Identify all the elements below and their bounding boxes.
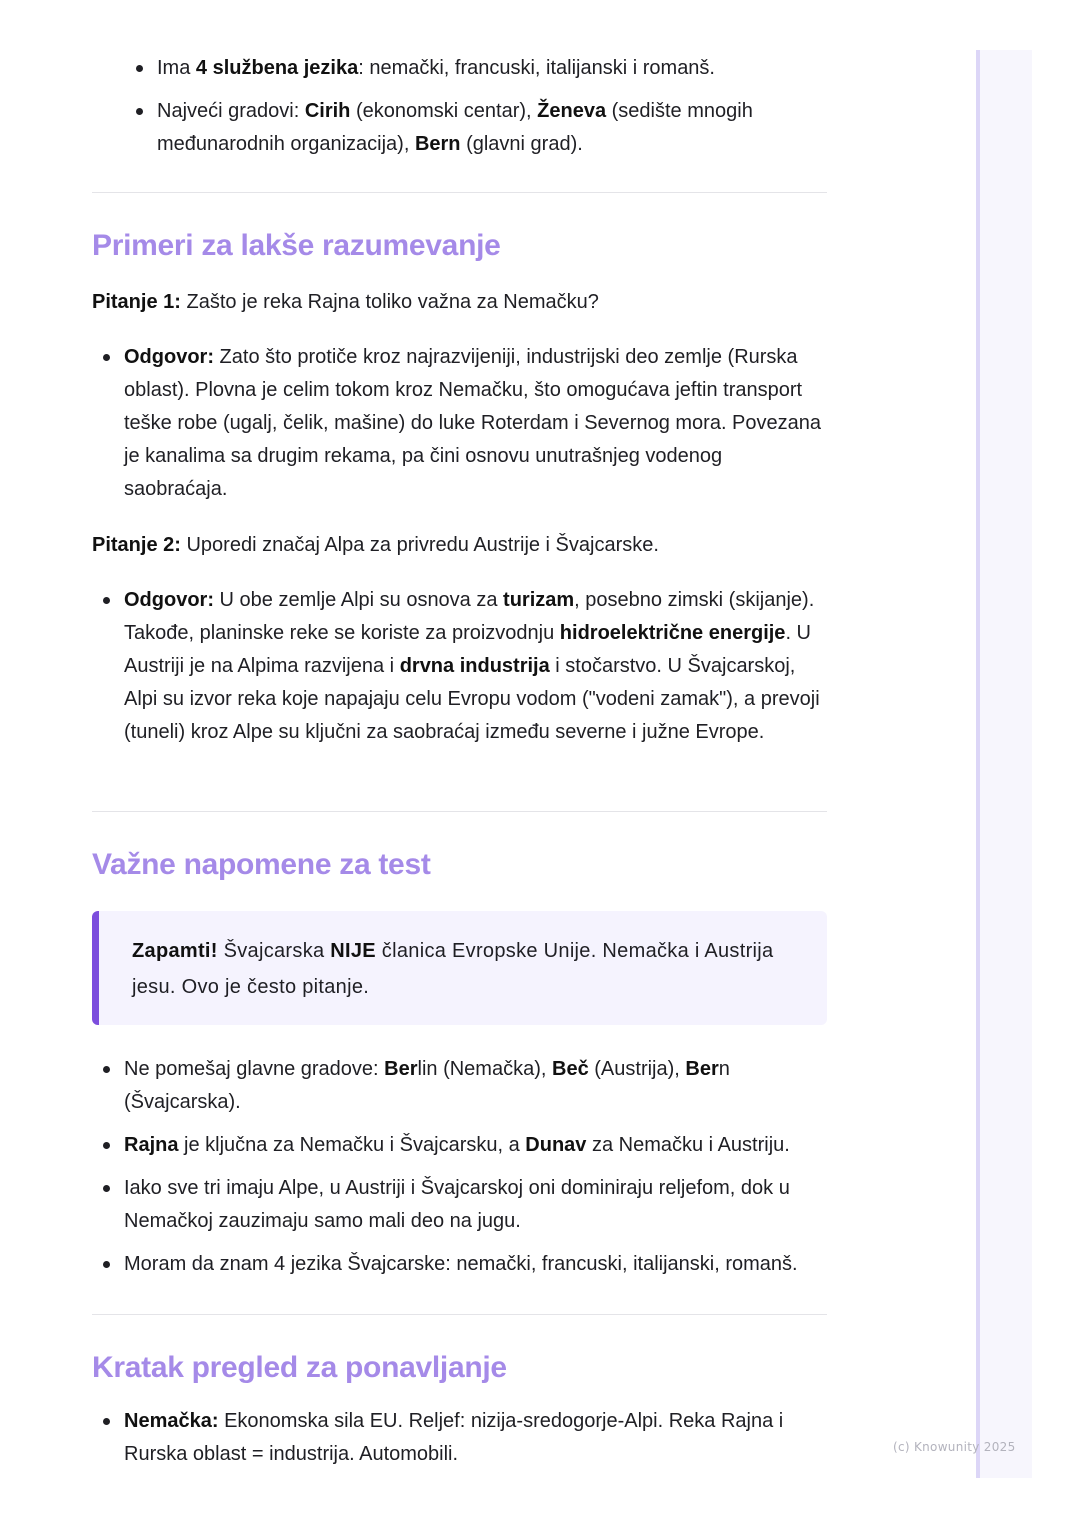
list-item bbox=[124, 1172, 829, 1238]
bold-text: Cirih bbox=[304, 100, 351, 122]
test-notes-list bbox=[124, 1053, 829, 1291]
bold-text: Beč bbox=[552, 1058, 589, 1080]
bold-text: turizam bbox=[503, 589, 575, 611]
question-1-label: Pitanje 1: bbox=[92, 291, 181, 313]
question-2 bbox=[92, 530, 659, 560]
list-item bbox=[124, 341, 829, 506]
section-divider bbox=[92, 192, 827, 193]
text-run: i stočarstvo. U Švajcarskoj, Alpi su izvor reka koje napajaju celu Evropu vodom ("vodeni zamak"), a prevoji (tuneli) kroz Alpe su ključni za saobraćaj između severne i južne Evrope. bbox=[124, 655, 820, 743]
bold-text: Dunav bbox=[525, 1134, 587, 1156]
list-item bbox=[157, 95, 827, 161]
answer-2-list bbox=[124, 584, 829, 759]
question-2-text: Uporedi značaj Alpa za privredu Austrije i Švajcarske. bbox=[180, 534, 659, 556]
text-run: (ekonomski centar), bbox=[350, 100, 538, 122]
text-run: (glavni grad). bbox=[460, 133, 583, 155]
page-side-margin bbox=[976, 50, 1032, 1478]
section-title-review: Kratak pregled za ponavljanje bbox=[92, 1351, 507, 1384]
text-run: n (Švajcarska). bbox=[124, 1058, 730, 1113]
question-2-label: Pitanje 2: bbox=[92, 534, 181, 556]
bold-text: Odgovor: bbox=[124, 346, 214, 368]
text-run: : nemački, francuski, italijanski i romanš. bbox=[358, 57, 715, 79]
text-run: Moram da znam 4 jezika Švajcarske: nemački, francuski, italijanski, romanš. bbox=[124, 1253, 798, 1275]
bold-text: drvna industrija bbox=[399, 655, 550, 677]
text-run: članica Evropske Unije. Nemačka i Austrija jesu. Ovo je često pitanje. bbox=[132, 940, 774, 998]
text-run: U obe zemlje Alpi su osnova za bbox=[214, 589, 504, 611]
text-run: (Austrija), bbox=[588, 1058, 686, 1080]
section-title-test-notes: Važne napomene za test bbox=[92, 848, 431, 881]
text-run: Najveći gradovi: bbox=[157, 100, 305, 122]
bold-text: Nemačka: bbox=[124, 1410, 219, 1432]
question-1-text: Zašto je reka Rajna toliko važna za Nemačku? bbox=[180, 291, 599, 313]
text-run: , posebno zimski (skijanje). Takođe, planinske reke se koriste za proizvodnju bbox=[124, 589, 815, 644]
text-run: Švajcarska bbox=[217, 940, 331, 962]
section-title-examples: Primeri za lakše razumevanje bbox=[92, 229, 501, 262]
remember-callout bbox=[92, 911, 827, 1025]
text-run: . U Austriji je na Alpima razvijena i bbox=[124, 622, 811, 677]
answer-1-list bbox=[124, 341, 829, 516]
bold-text: Ber bbox=[384, 1058, 418, 1080]
question-1 bbox=[92, 287, 599, 317]
text-run: Ne pomešaj glavne gradove: bbox=[124, 1058, 385, 1080]
intro-list bbox=[157, 52, 827, 171]
section-divider bbox=[92, 1314, 827, 1315]
list-item bbox=[124, 1129, 829, 1162]
bold-text: Ženeva bbox=[537, 100, 607, 122]
text-run: je ključna za Nemačku i Švajcarsku, a bbox=[178, 1134, 526, 1156]
list-item bbox=[124, 1405, 829, 1471]
review-list bbox=[124, 1405, 829, 1481]
bold-text: Zapamti! bbox=[132, 940, 218, 962]
list-item bbox=[124, 1248, 829, 1281]
bold-text: 4 službena jezika bbox=[195, 57, 359, 79]
text-run: za Nemačku i Austriju. bbox=[586, 1134, 790, 1156]
text-run: Iako sve tri imaju Alpe, u Austriji i Švajcarskoj oni dominiraju reljefom, dok u Nemačkoj zauzimaju samo mali deo na jugu. bbox=[124, 1177, 790, 1232]
text-run: (sedište mnogih međunarodnih organizacija), bbox=[157, 100, 753, 155]
bold-text: Bern bbox=[414, 133, 461, 155]
text-run: Ima bbox=[157, 57, 196, 79]
bold-text: NIJE bbox=[330, 940, 376, 962]
text-run: Ekonomska sila EU. Reljef: nizija-sredogorje-Alpi. Reka Rajna i Rurska oblast = industrija. Automobili. bbox=[124, 1410, 784, 1465]
copyright-notice: (c) Knowunity 2025 bbox=[893, 1440, 1016, 1454]
bold-text: Odgovor: bbox=[124, 589, 214, 611]
list-item bbox=[124, 1053, 829, 1119]
text-run: Zato što protiče kroz najrazvijeniji, industrijski deo zemlje (Rurska oblast). Plovna je celim tokom kroz Nemačku, što omogućava jeftin transport teške robe (ugalj, čelik, mašine) do luke Roterdam i Severnog mora. Povezana je kanalima sa drugim rekama, pa čini osnovu unutrašnjeg vodenog saobraćaja. bbox=[124, 346, 822, 500]
text-run: lin (Nemačka), bbox=[417, 1058, 552, 1080]
list-item bbox=[124, 584, 829, 749]
list-item bbox=[157, 52, 827, 85]
section-divider bbox=[92, 811, 827, 812]
bold-text: hidroelektrične energije bbox=[559, 622, 786, 644]
bold-text: Rajna bbox=[124, 1134, 179, 1156]
bold-text: Ber bbox=[685, 1058, 719, 1080]
